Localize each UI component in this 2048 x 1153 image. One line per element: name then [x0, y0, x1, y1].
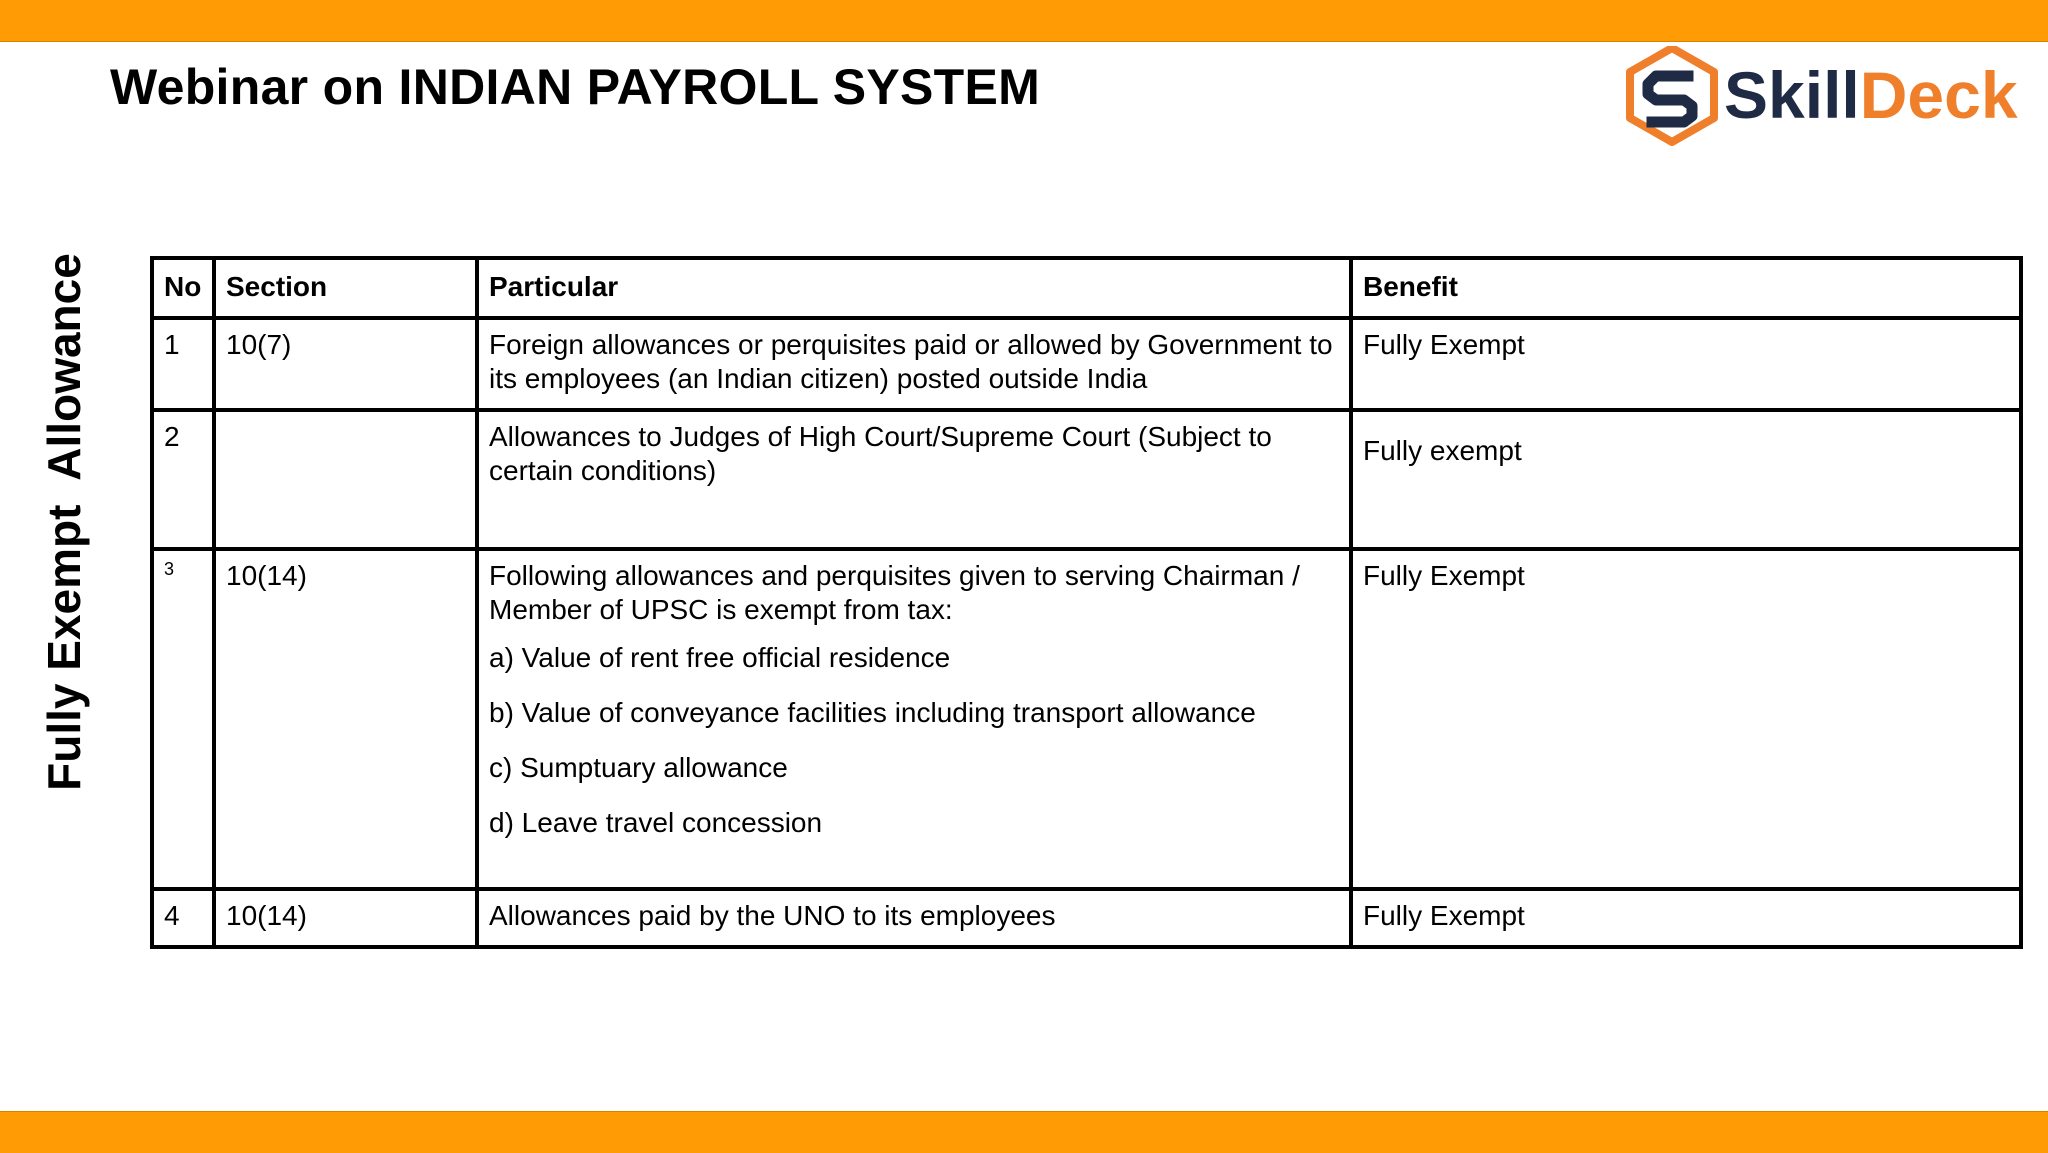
header-benefit: Benefit [1351, 258, 2021, 318]
cell-no: 1 [152, 318, 214, 410]
header-no: No [152, 258, 214, 318]
particular-intro: Following allowances and perquisites given to serving Chairman / Member of UPSC is exempt from tax: [489, 560, 1300, 625]
side-vertical-title: Fully Exempt Allowance [38, 253, 90, 791]
particular-item: d) Leave travel concession [489, 807, 823, 838]
cell-particular: Allowances to Judges of High Court/Supreme Court (Subject to certain conditions) [477, 410, 1351, 549]
skilldeck-logo-icon [1626, 46, 1718, 146]
bottom-accent-band [0, 1111, 2048, 1153]
cell-benefit: Fully Exempt [1351, 889, 2021, 947]
cell-particular: Allowances paid by the UNO to its employees [477, 889, 1351, 947]
table-row [152, 410, 2021, 549]
header-particular: Particular [477, 258, 1351, 318]
cell-particular: Foreign allowances or perquisites paid or allowed by Government to its employees (an Indian citizen) posted outside India [477, 318, 1351, 410]
particular-item: a) Value of rent free official residence [489, 642, 951, 673]
table-header-row [152, 258, 2021, 318]
cell-section: 10(14) [214, 889, 477, 947]
cell-benefit: Fully Exempt [1351, 549, 2021, 889]
cell-benefit: Fully Exempt [1351, 318, 2021, 410]
header-section: Section [214, 258, 477, 318]
cell-section: 10(14) [214, 549, 477, 889]
table-row [152, 549, 2021, 889]
particular-item: c) Sumptuary allowance [489, 752, 788, 783]
skilldeck-logo [1626, 46, 2026, 150]
cell-particular [477, 549, 1351, 889]
cell-no: 2 [152, 410, 214, 549]
table-row [152, 889, 2021, 947]
page-title: Webinar on INDIAN PAYROLL SYSTEM [110, 59, 1041, 115]
logo-word-deck: Deck [1859, 58, 2018, 132]
cell-benefit: Fully exempt [1351, 410, 2021, 549]
exempt-allowance-table [150, 256, 2023, 949]
cell-section [214, 410, 477, 549]
cell-no: 4 [152, 889, 214, 947]
cell-no: 3 [152, 549, 214, 889]
logo-wordmark [1724, 58, 2018, 132]
table-row [152, 318, 2021, 410]
logo-word-skill: Skill [1724, 58, 1860, 132]
top-accent-band [0, 0, 2048, 42]
cell-section: 10(7) [214, 318, 477, 410]
particular-item: b) Value of conveyance facilities including transport allowance [489, 697, 1256, 728]
